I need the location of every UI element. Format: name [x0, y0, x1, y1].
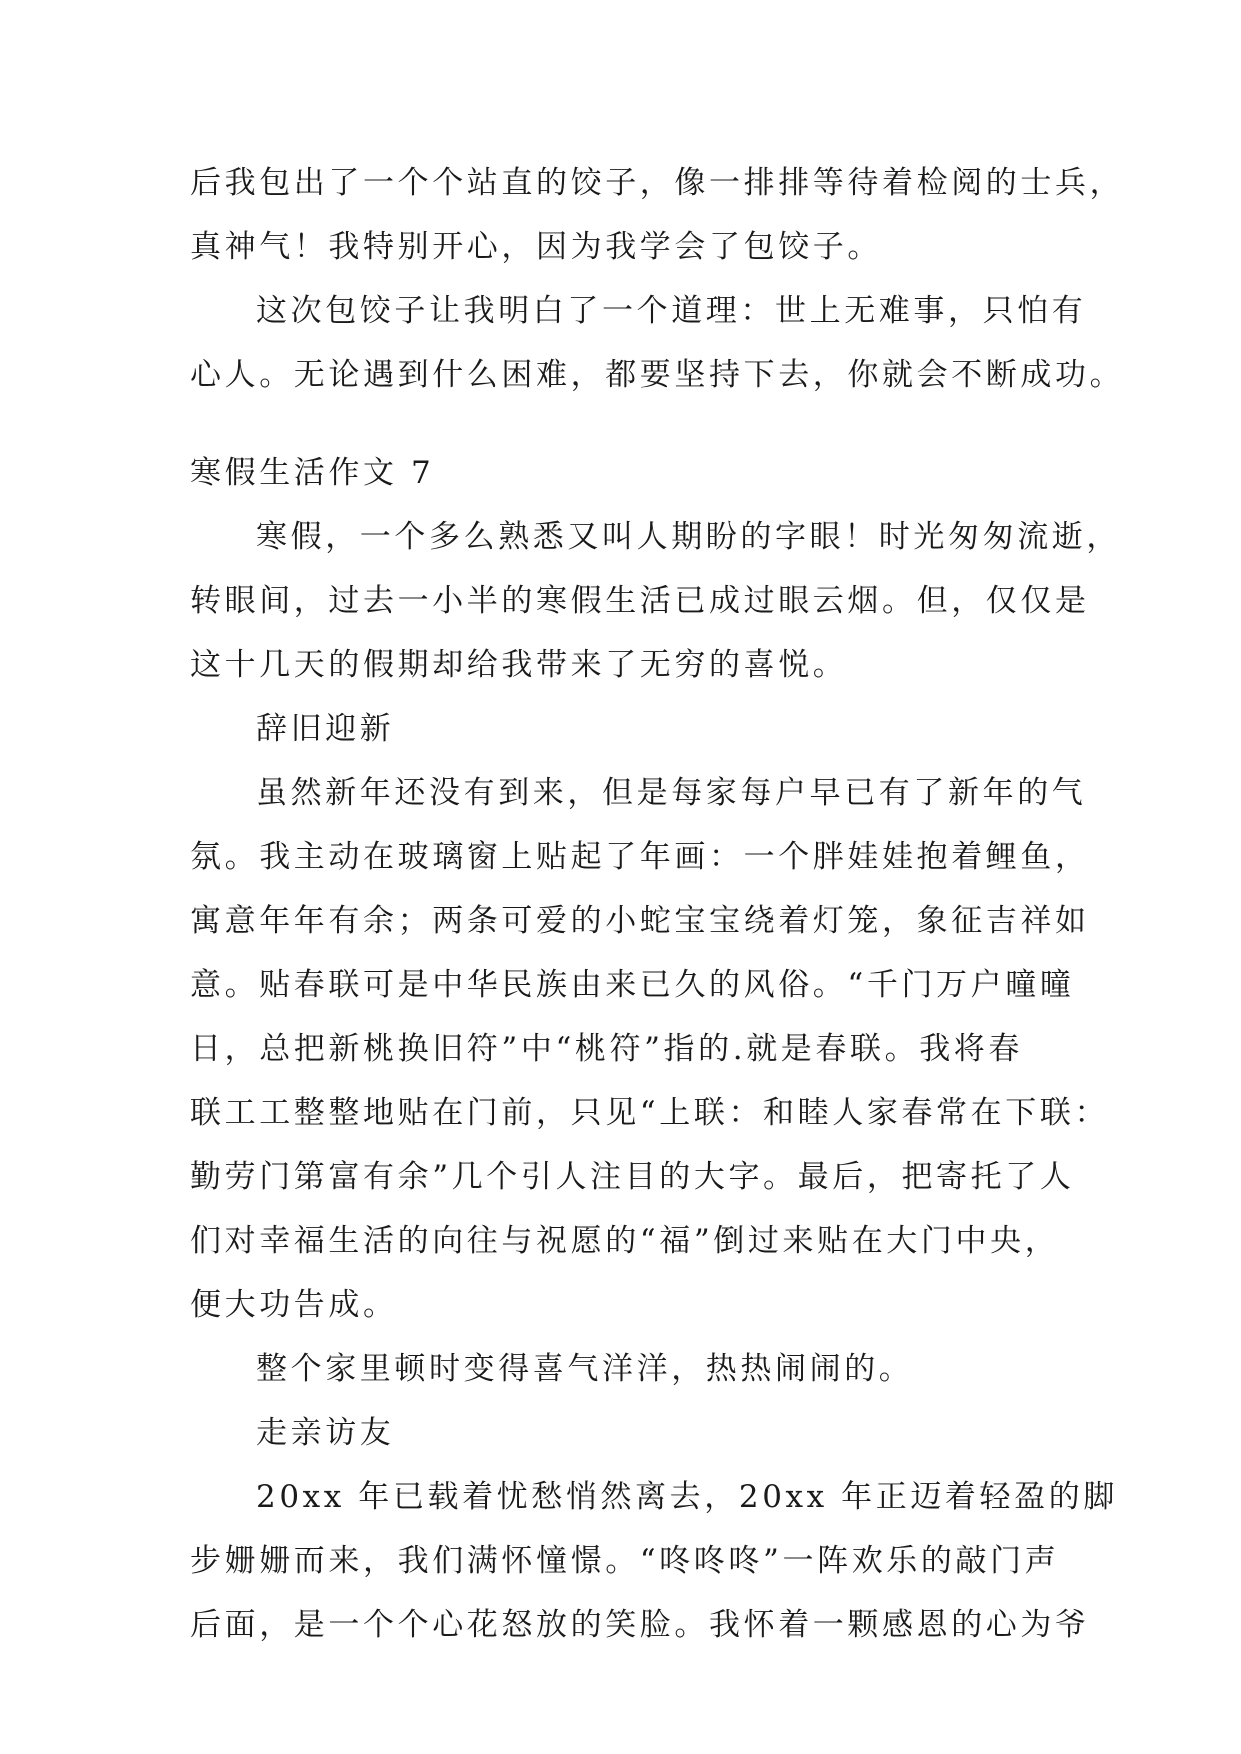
text-line: 这十几天的假期却给我带来了无穷的喜悦。	[190, 647, 848, 683]
text-line: 后我包出了一个个站直的饺子，像一排排等待着检阅的士兵，	[190, 165, 1125, 201]
text-line: 日，总把新桃换旧符”中“桃符”指的.就是春联。我将春	[190, 1031, 1023, 1067]
text-line: 转眼间，过去一小半的寒假生活已成过眼云烟。但，仅仅是	[190, 583, 1090, 619]
text-line: 勤劳门第富有余”几个引人注目的大字。最后，把寄托了人	[190, 1159, 1075, 1195]
text-line: 20xx 年已载着忧愁悄然离去，20xx 年正迈着轻盈的脚	[256, 1479, 1118, 1515]
text-line: 联工工整整地贴在门前，只见“上联：和睦人家春常在下联：	[190, 1095, 1110, 1131]
text-line: 寓意年年有余；两条可爱的小蛇宝宝绕着灯笼，象征吉祥如	[190, 903, 1090, 939]
section-heading: 寒假生活作文 7	[190, 455, 435, 491]
text-line: 整个家里顿时变得喜气洋洋，热热闹闹的。	[256, 1351, 914, 1387]
text-line: 们对幸福生活的向往与祝愿的“福”倒过来贴在大门中央，	[190, 1223, 1060, 1259]
text-line: 便大功告成。	[190, 1287, 398, 1323]
text-line: 步姗姗而来，我们满怀憧憬。“咚咚咚”一阵欢乐的敲门声	[190, 1543, 1060, 1579]
text-line: 后面，是一个个心花怒放的笑脸。我怀着一颗感恩的心为爷	[190, 1607, 1090, 1643]
text-line: 氛。我主动在玻璃窗上贴起了年画：一个胖娃娃抱着鲤鱼，	[190, 839, 1090, 875]
text-line: 这次包饺子让我明白了一个道理：世上无难事，只怕有	[256, 293, 1087, 329]
text-line: 真神气！我特别开心，因为我学会了包饺子。	[190, 229, 882, 265]
subheading: 走亲访友	[256, 1415, 395, 1451]
text-line: 寒假，一个多么熟悉又叫人期盼的字眼！时光匆匆流逝，	[256, 519, 1121, 555]
subheading: 辞旧迎新	[256, 711, 395, 747]
text-line: 心人。无论遇到什么困难，都要坚持下去，你就会不断成功。	[190, 357, 1125, 393]
text-line: 意。贴春联可是中华民族由来已久的风俗。“千门万户曈曈	[190, 967, 1075, 1003]
text-line: 虽然新年还没有到来，但是每家每户早已有了新年的气	[256, 775, 1087, 811]
